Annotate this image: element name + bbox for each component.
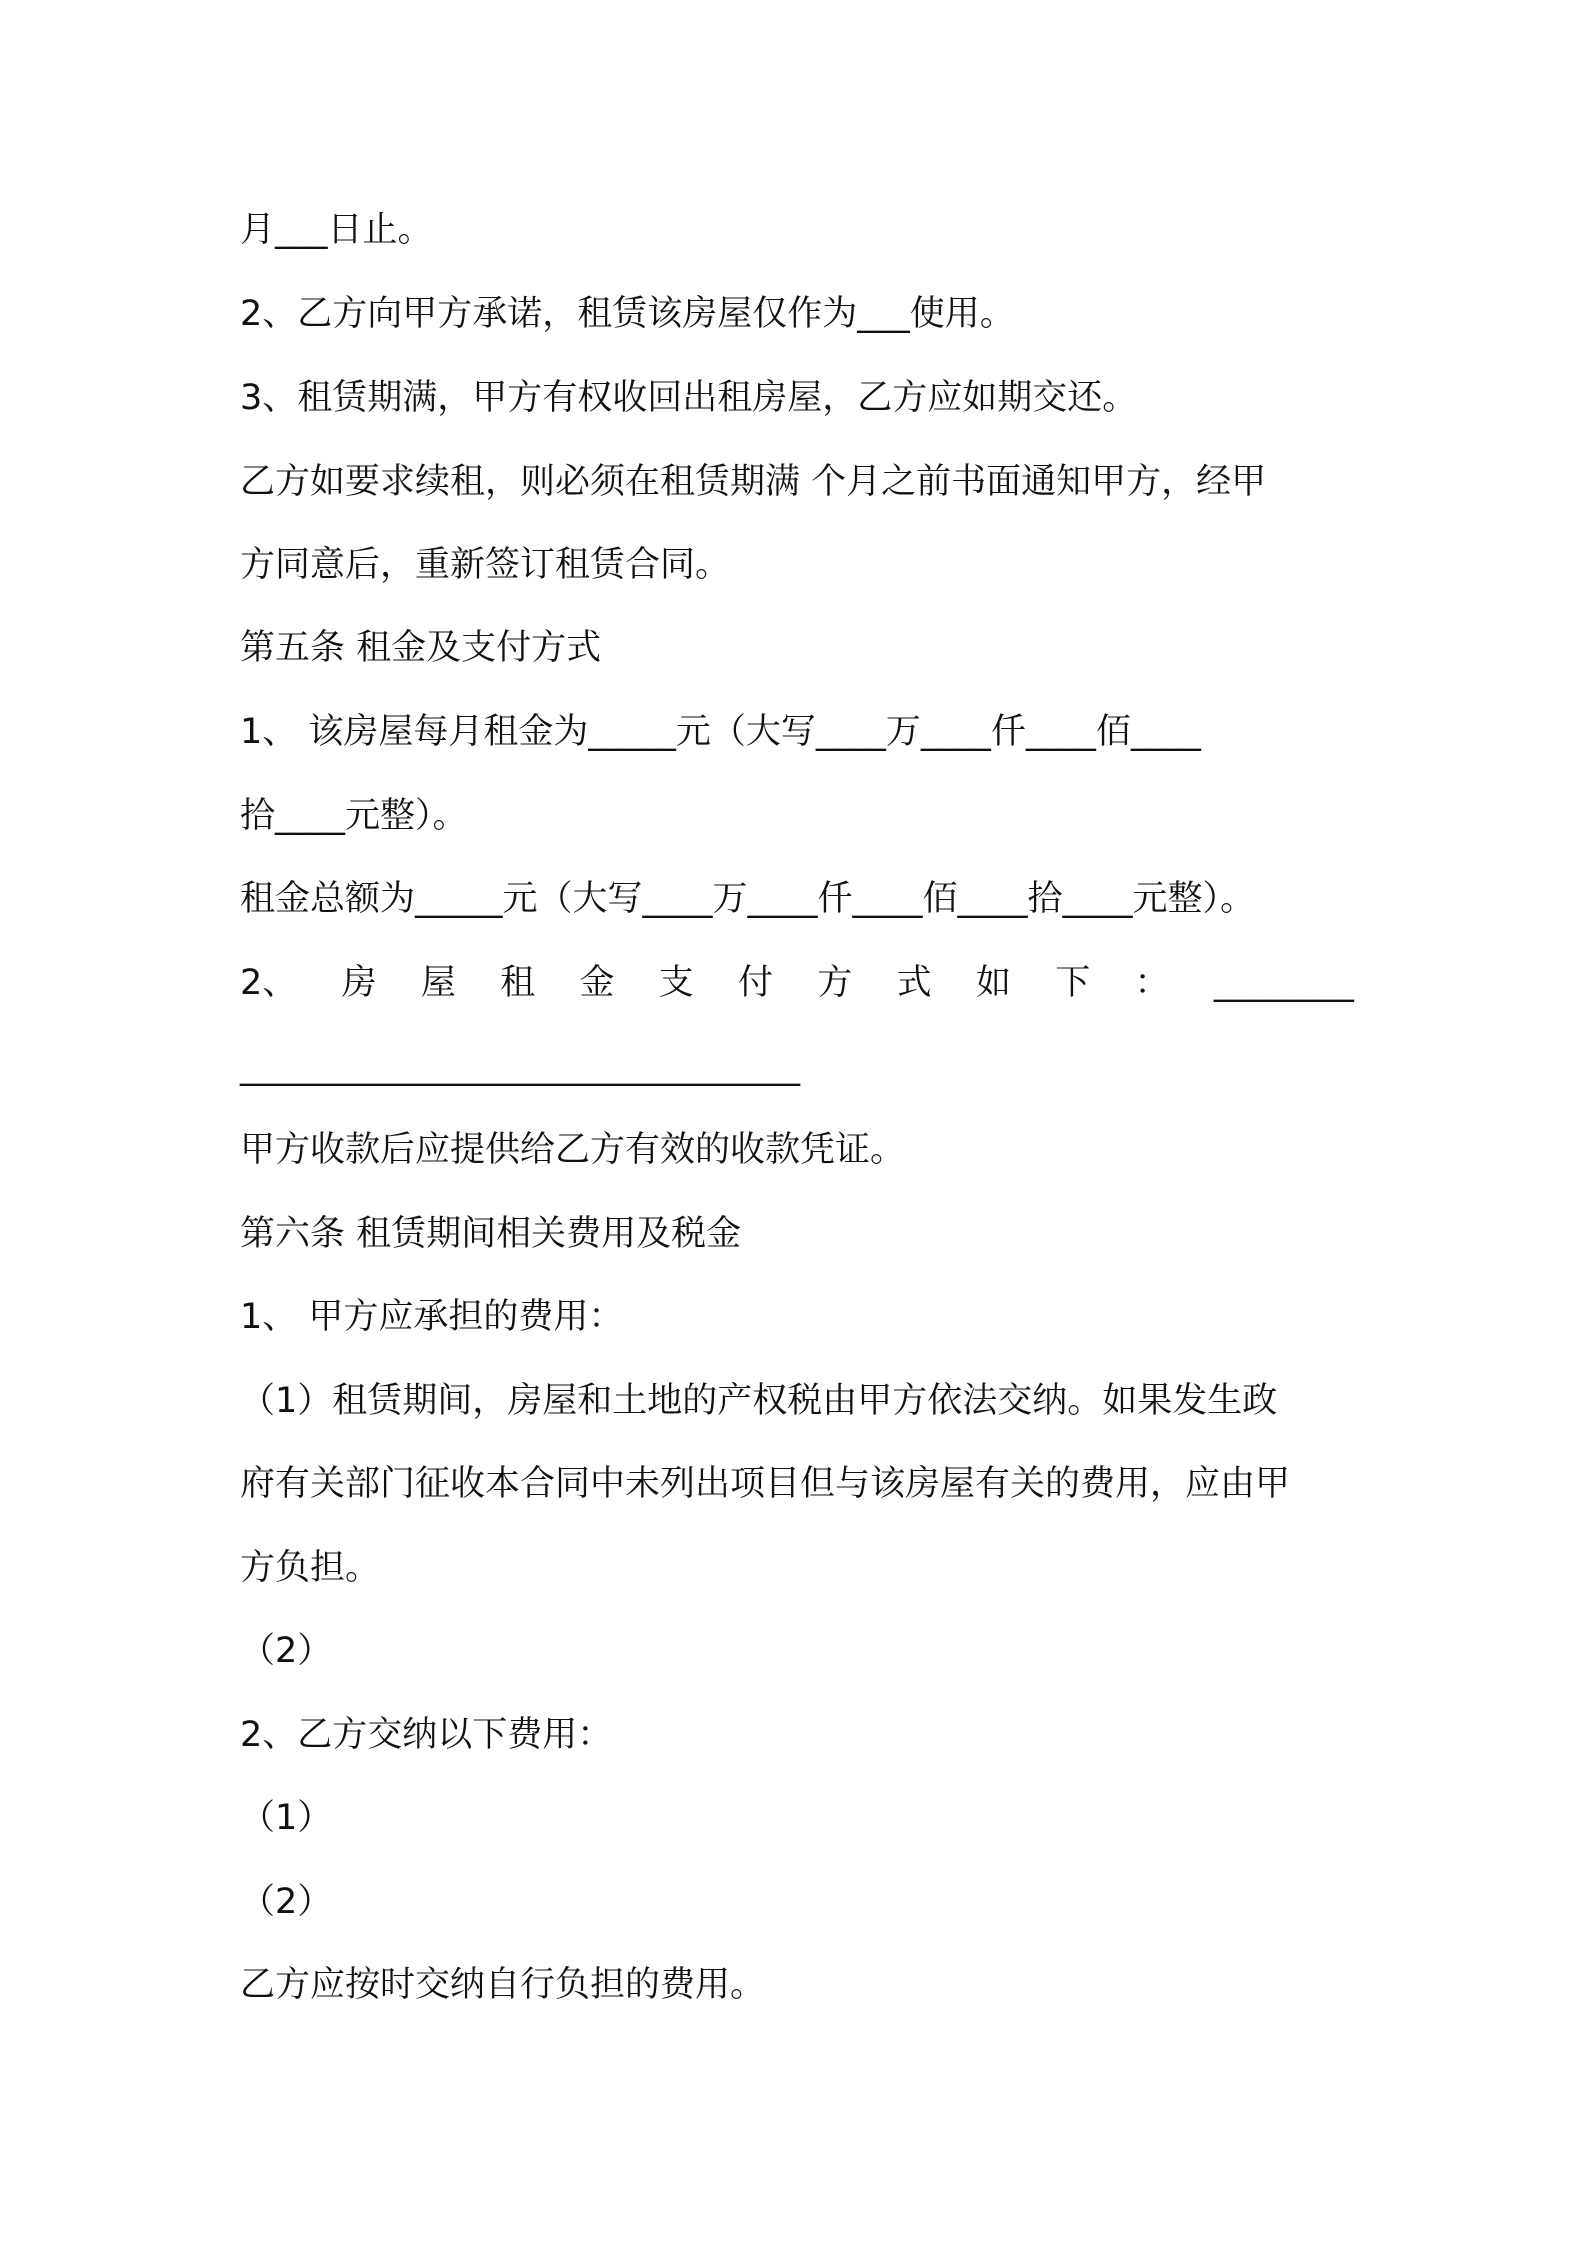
spaced-char: ： [1134,963,1170,1003]
text-line: 租金总额为_____元（大写____万____仟____佰____拾____元整）。 [240,879,1256,919]
spaced-char: 2、 [240,963,298,1003]
spaced-char: 屋 [420,963,456,1003]
text-line: 乙方应按时交纳自行负担的费用。 [240,1965,766,2005]
spaced-char: 付 [738,963,774,1003]
spaced-char: 金 [579,963,615,1003]
spaced-char: 租 [500,963,536,1003]
text-line: 乙方如要求续租，则必须在租赁期满 个月之前书面通知甲方，经甲 [240,462,1267,502]
article-heading: 第五条 租金及支付方式 [240,628,602,668]
text-line: 3、租赁期满，甲方有权收回出租房屋，乙方应如期交还。 [240,378,1138,418]
spaced-char: 支 [658,963,694,1003]
blank-underline-line: ________________________________ [240,1047,800,1087]
text-line: （2） [240,1882,333,1922]
spaced-char: 如 [975,963,1011,1003]
text-line: （2） [240,1631,333,1671]
text-line: 1、 该房屋每月租金为_____元（大写____万____仟____佰____ [240,712,1201,752]
blank-underline: ________ [1213,963,1354,1003]
text-line: 2、乙方向甲方承诺，租赁该房屋仅作为___使用。 [240,294,1015,334]
text-line: 甲方收款后应提供给乙方有效的收款凭证。 [240,1130,906,1170]
text-line: 拾____元整）。 [240,796,468,836]
text-line: 方负担。 [240,1548,381,1588]
text-line: 1、 甲方应承担的费用： [240,1297,624,1337]
payment-method-line [240,959,1354,1007]
text-line: （1） [240,1798,333,1838]
text-line: 府有关部门征收本合同中未列出项目但与该房屋有关的费用，应由甲 [240,1464,1291,1504]
spaced-char: 下 [1055,963,1091,1003]
spaced-char: 房 [341,963,377,1003]
article-heading: 第六条 租赁期间相关费用及税金 [240,1214,742,1254]
spaced-char: 方 [817,963,853,1003]
text-line: 月___日止。 [240,210,433,250]
spaced-char: 式 [896,963,932,1003]
text-line: 方同意后，重新签订租赁合同。 [240,545,731,585]
text-line: 2、乙方交纳以下费用： [240,1715,613,1755]
text-line: （1）租赁期间，房屋和土地的产权税由甲方依法交纳。如果发生政 [240,1381,1278,1421]
